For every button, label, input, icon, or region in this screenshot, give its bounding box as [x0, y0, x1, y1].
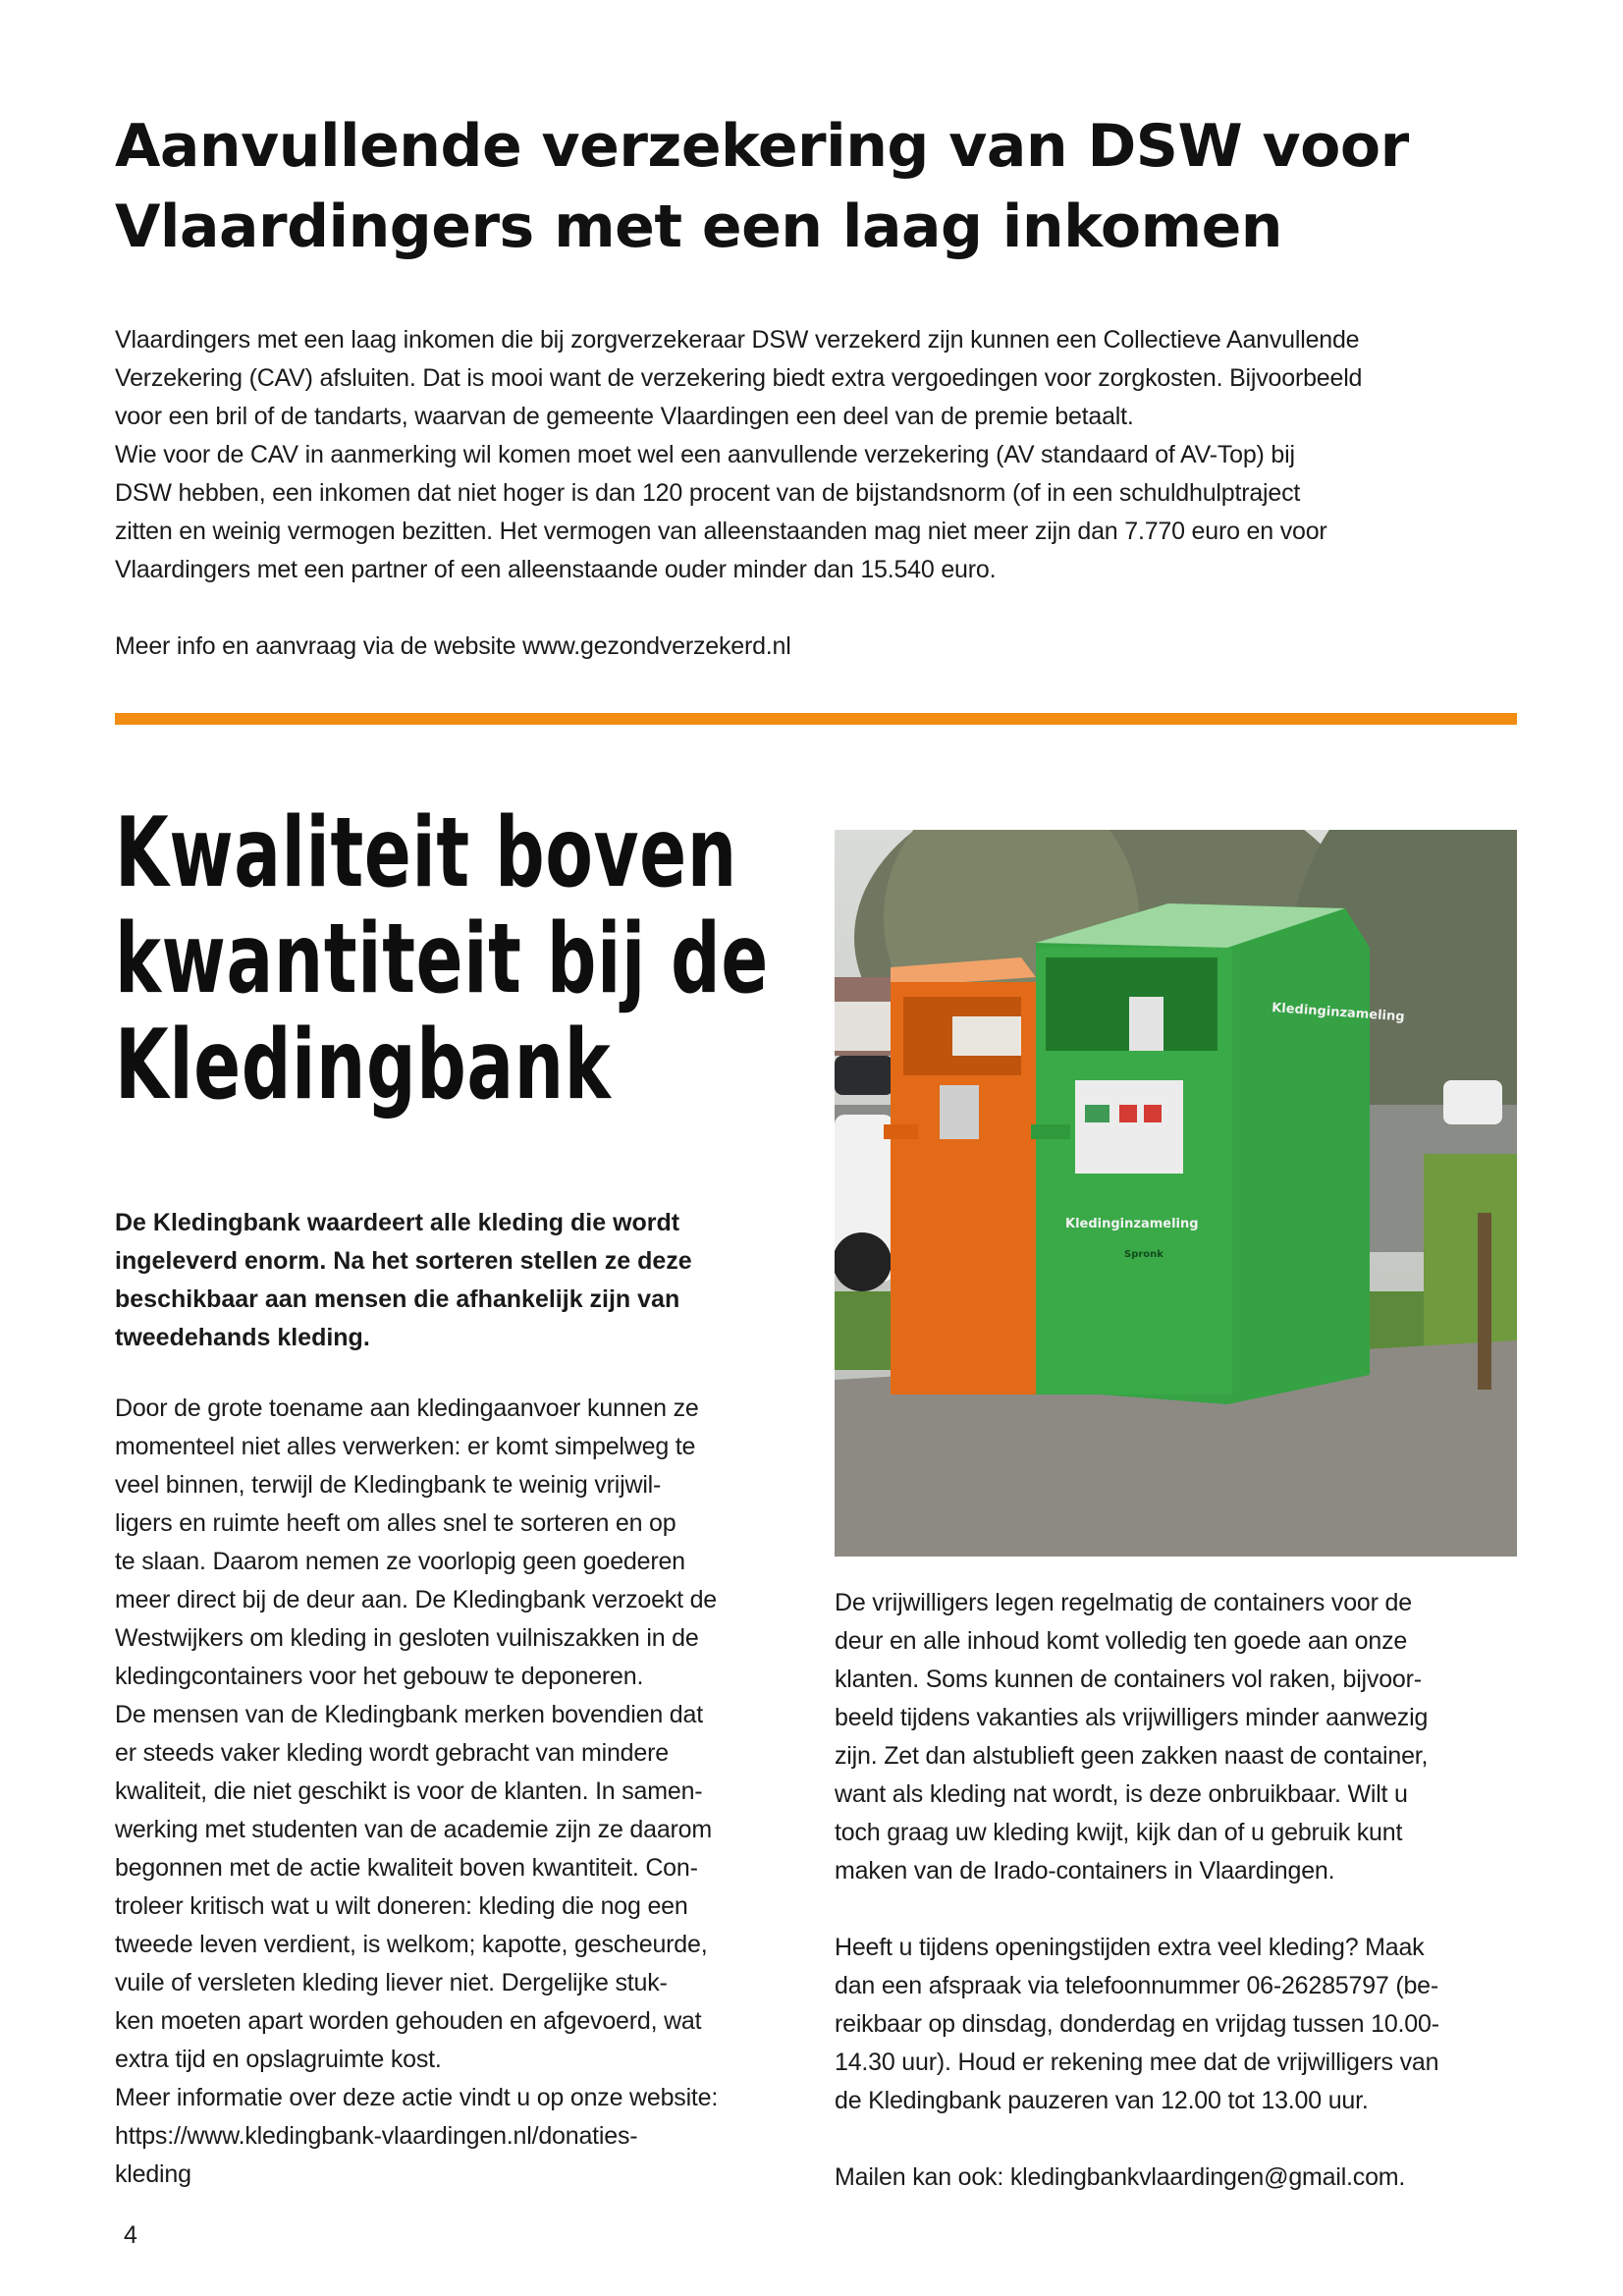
text-line: er steeds vaker kleding wordt gebracht van mindere [115, 1739, 669, 1767]
article-kledingbank-body-left [115, 1390, 718, 2194]
text-line: klanten. Soms kunnen de containers vol raken, bijvoor- [835, 1666, 1422, 1693]
text-line: Westwijkers om kleding in gesloten vuilniszakken in de [115, 1624, 699, 1652]
text-line: tweedehands kleding. [115, 1324, 370, 1351]
photo-clothing-containers [835, 830, 1517, 1557]
text-line: maken van de Irado-containers in Vlaardingen. [835, 1857, 1335, 1885]
text-line: want als kleding nat wordt, is deze onbruikbaar. Wilt u [835, 1780, 1408, 1808]
text-line: Vlaardingers met een partner of een alleenstaande ouder minder dan 15.540 euro. [115, 556, 997, 583]
section-divider [115, 713, 1517, 725]
text-line: Wie voor de CAV in aanmerking wil komen moet wel een aanvullende verzekering (AV standaard of AV-Top) bij [115, 441, 1295, 468]
text-line: 14.30 uur). Houd er rekening mee dat de vrijwilligers van [835, 2049, 1439, 2076]
text-line: begonnen met de actie kwaliteit boven kwantiteit. Con- [115, 1854, 698, 1882]
text-line: De Kledingbank waardeert alle kleding die wordt [115, 1209, 680, 1236]
article-dsw-info: Meer info en aanvraag via de website www.gezondverzekerd.nl [115, 632, 791, 660]
text-line: beschikbaar aan mensen die afhankelijk zijn van [115, 1285, 680, 1313]
article-kledingbank-lead [115, 1204, 692, 1357]
photo-label-brand: Spronk [1124, 1249, 1163, 1260]
text-line: kwaliteit, die niet geschikt is voor de klanten. In samen- [115, 1777, 703, 1805]
text-line: zijn. Zet dan alstublieft geen zakken naast de container, [835, 1742, 1429, 1770]
text-line: veel binnen, terwijl de Kledingbank te weinig vrijwil- [115, 1471, 662, 1499]
text-line: extra tijd en opslagruimte kost. [115, 2046, 442, 2073]
article-kledingbank-email: Mailen kan ook: kledingbankvlaardingen@gmail.com. [835, 2163, 1406, 2191]
text-line: dan een afspraak via telefoonnummer 06-26285797 (be- [835, 1972, 1439, 1999]
text-line: toch graag uw kleding kwijt, kijk dan of u gebruik kunt [835, 1819, 1403, 1846]
text-line: ingeleverd enorm. Na het sorteren stellen ze deze [115, 1247, 692, 1275]
text-line: Heeft u tijdens openingstijden extra veel kleding? Maak [835, 1934, 1425, 1961]
text-line: troleer kritisch wat u wilt doneren: kleding die nog een [115, 1892, 688, 1920]
text-line: zitten en weinig vermogen bezitten. Het vermogen van alleenstaanden mag niet meer zijn dan 7.770 euro en voor [115, 518, 1327, 545]
text-line: ken moeten apart worden gehouden en afgevoerd, wat [115, 2007, 702, 2035]
text-line: Meer informatie over deze actie vindt u op onze website: [115, 2084, 719, 2111]
page-number: 4 [124, 2221, 137, 2249]
text-line: deur en alle inhoud komt volledig ten goede aan onze [835, 1627, 1408, 1655]
article-kledingbank-body-right-2 [835, 1929, 1439, 2120]
text-line: https://www.kledingbank-vlaardingen.nl/donaties- [115, 2122, 638, 2150]
text-line: Vlaardingers met een laag inkomen [115, 192, 1283, 261]
text-line: ligers en ruimte heeft om alles snel te sorteren en op [115, 1509, 676, 1537]
text-line: vuile of versleten kleding liever niet. Dergelijke stuk- [115, 1969, 668, 1996]
text-line: kwantiteit bij de [115, 903, 769, 1015]
text-line: Kledingbank [115, 1010, 612, 1121]
text-line: De vrijwilligers legen regelmatig de containers voor de [835, 1589, 1412, 1616]
text-line: Vlaardingers met een laag inkomen die bij zorgverzekeraar DSW verzekerd zijn kunnen een Collectieve Aanvullende [115, 326, 1360, 354]
text-line: werking met studenten van de academie zijn ze daarom [115, 1816, 712, 1843]
text-line: meer direct bij de deur aan. De Kledingbank verzoekt de [115, 1586, 717, 1613]
text-line: Door de grote toename aan kledingaanvoer kunnen ze [115, 1394, 699, 1422]
photo-label-front: Kledinginzameling [1065, 1217, 1199, 1231]
text-line: kledingcontainers voor het gebouw te deponeren. [115, 1663, 644, 1690]
article-kledingbank-body-right-1 [835, 1584, 1428, 1890]
photo-label-side: Kledinginzameling [1271, 1001, 1405, 1025]
text-line: de Kledingbank pauzeren van 12.00 tot 13.00 uur. [835, 2087, 1369, 2114]
text-line: tweede leven verdient, is welkom; kapotte, gescheurde, [115, 1931, 708, 1958]
text-line: reikbaar op dinsdag, donderdag en vrijdag tussen 10.00- [835, 2010, 1439, 2038]
text-line: momenteel niet alles verwerken: er komt simpelweg te [115, 1433, 696, 1460]
article-dsw-body [115, 321, 1362, 589]
text-line: Verzekering (CAV) afsluiten. Dat is mooi want de verzekering biedt extra vergoedingen voor zorgkosten. Bijvoorbeeld [115, 364, 1363, 392]
text-line: Kwaliteit boven [115, 797, 737, 909]
text-line: kleding [115, 2160, 191, 2188]
text-line: te slaan. Daarom nemen ze voorlopig geen goederen [115, 1548, 685, 1575]
text-line: beeld tijdens vakanties als vrijwilligers minder aanwezig [835, 1704, 1429, 1731]
text-line: DSW hebben, een inkomen dat niet hoger is dan 120 procent van de bijstandsnorm (of in een schuldhulptraject [115, 479, 1301, 507]
text-line: voor een bril of de tandarts, waarvan de gemeente Vlaardingen een deel van de premie betaalt. [115, 403, 1134, 430]
text-line: Aanvullende verzekering van DSW voor [115, 112, 1409, 181]
article-dsw-title [115, 106, 1409, 267]
text-line: De mensen van de Kledingbank merken bovendien dat [115, 1701, 703, 1728]
article-kledingbank-title [115, 797, 769, 1121]
